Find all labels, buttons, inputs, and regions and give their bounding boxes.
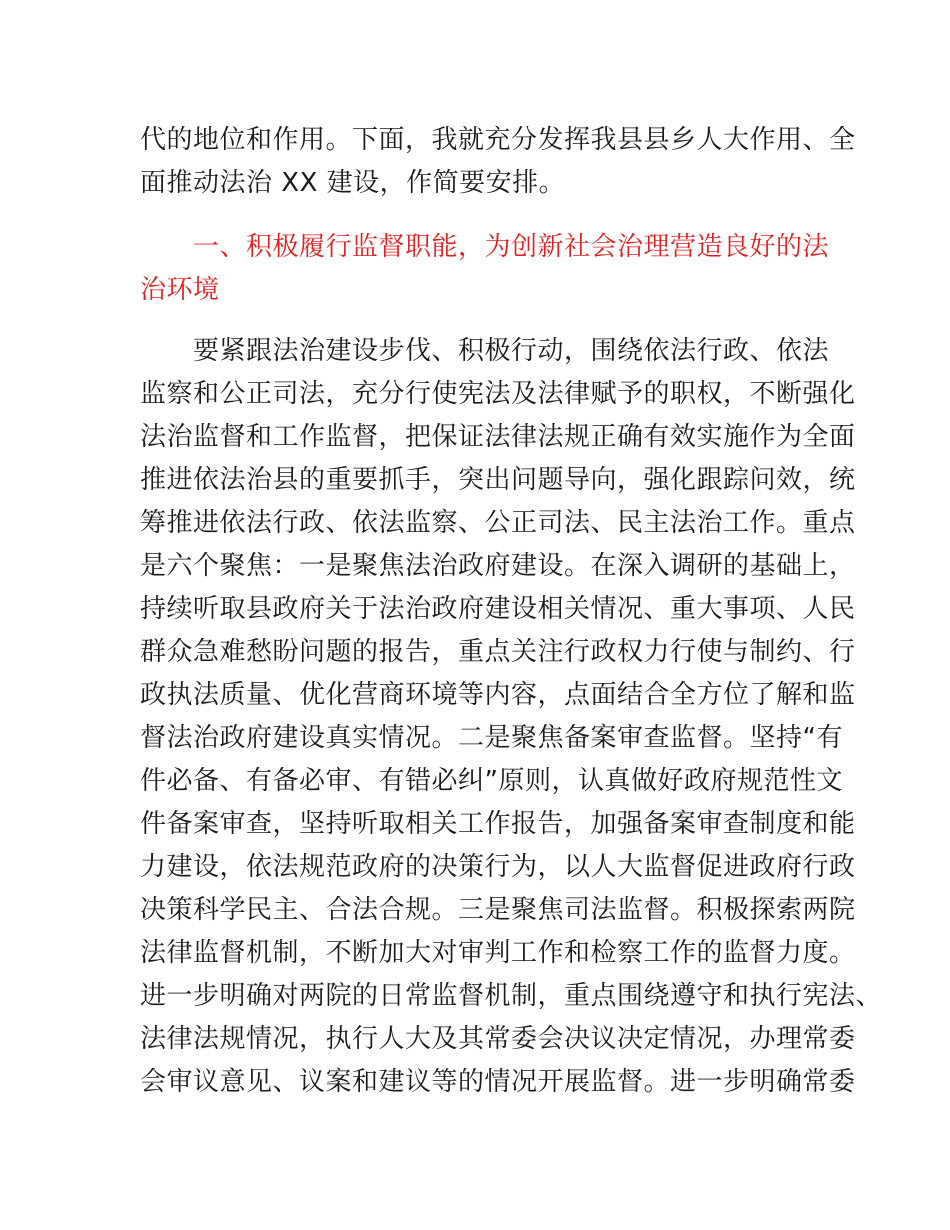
body-paragraph bbox=[140, 330, 883, 1104]
body-line: 会审议意见、议案和建议等的情况开展监督。进一步明确常委 bbox=[140, 1067, 856, 1097]
intro-paragraph bbox=[140, 119, 856, 205]
intro-line: 代的地位和作用。下面，我就充分发挥我县县乡人大作用、全 bbox=[140, 125, 856, 155]
body-line: 群众急难愁盼问题的报告，重点关注行政权力行使与制约、行 bbox=[140, 637, 856, 667]
heading-line: 一、积极履行监督职能，为创新社会治理营造良好的法 bbox=[193, 232, 830, 262]
body-line: 督法治政府建设真实情况。二是聚焦备案审查监督。坚持“有 bbox=[140, 723, 843, 753]
body-line: 决策科学民主、合法合规。三是聚焦司法监督。积极探索两院 bbox=[140, 895, 856, 925]
body-line: 筹推进依法行政、依法监察、公正司法、民主法治工作。重点 bbox=[140, 508, 856, 538]
body-line: 进一步明确对两院的日常监督机制，重点围绕遵守和执行宪法、 bbox=[140, 981, 883, 1011]
body-line: 法治监督和工作监督，把保证法律法规正确有效实施作为全面 bbox=[140, 422, 856, 452]
section-heading bbox=[140, 226, 830, 312]
body-line: 件必备、有备必审、有错必纠”原则，认真做好政府规范性文 bbox=[140, 766, 843, 796]
body-line: 是六个聚焦：一是聚焦法治政府建设。在深入调研的基础上， bbox=[140, 551, 856, 581]
body-line: 持续听取县政府关于法治政府建设相关情况、重大事项、人民 bbox=[140, 594, 856, 624]
body-line: 法律监督机制，不断加大对审判工作和检察工作的监督力度。 bbox=[140, 938, 856, 968]
body-line: 政执法质量、优化营商环境等内容，点面结合全方位了解和监 bbox=[140, 680, 856, 710]
body-line: 要紧跟法治建设步伐、积极行动，围绕依法行政、依法 bbox=[193, 336, 830, 366]
body-line: 法律法规情况，执行人大及其常委会决议决定情况，办理常委 bbox=[140, 1024, 856, 1054]
body-line: 力建设，依法规范政府的决策行为，以人大监督促进政府行政 bbox=[140, 852, 856, 882]
intro-line: 面推动法治 XX 建设，作简要安排。 bbox=[140, 168, 566, 198]
body-line: 推进依法治县的重要抓手，突出问题导向，强化跟踪问效，统 bbox=[140, 465, 856, 495]
body-line: 监察和公正司法，充分行使宪法及法律赋予的职权，不断强化 bbox=[140, 379, 856, 409]
body-line: 件备案审查，坚持听取相关工作报告，加强备案审查制度和能 bbox=[140, 809, 856, 839]
heading-line: 治环境 bbox=[140, 275, 220, 305]
